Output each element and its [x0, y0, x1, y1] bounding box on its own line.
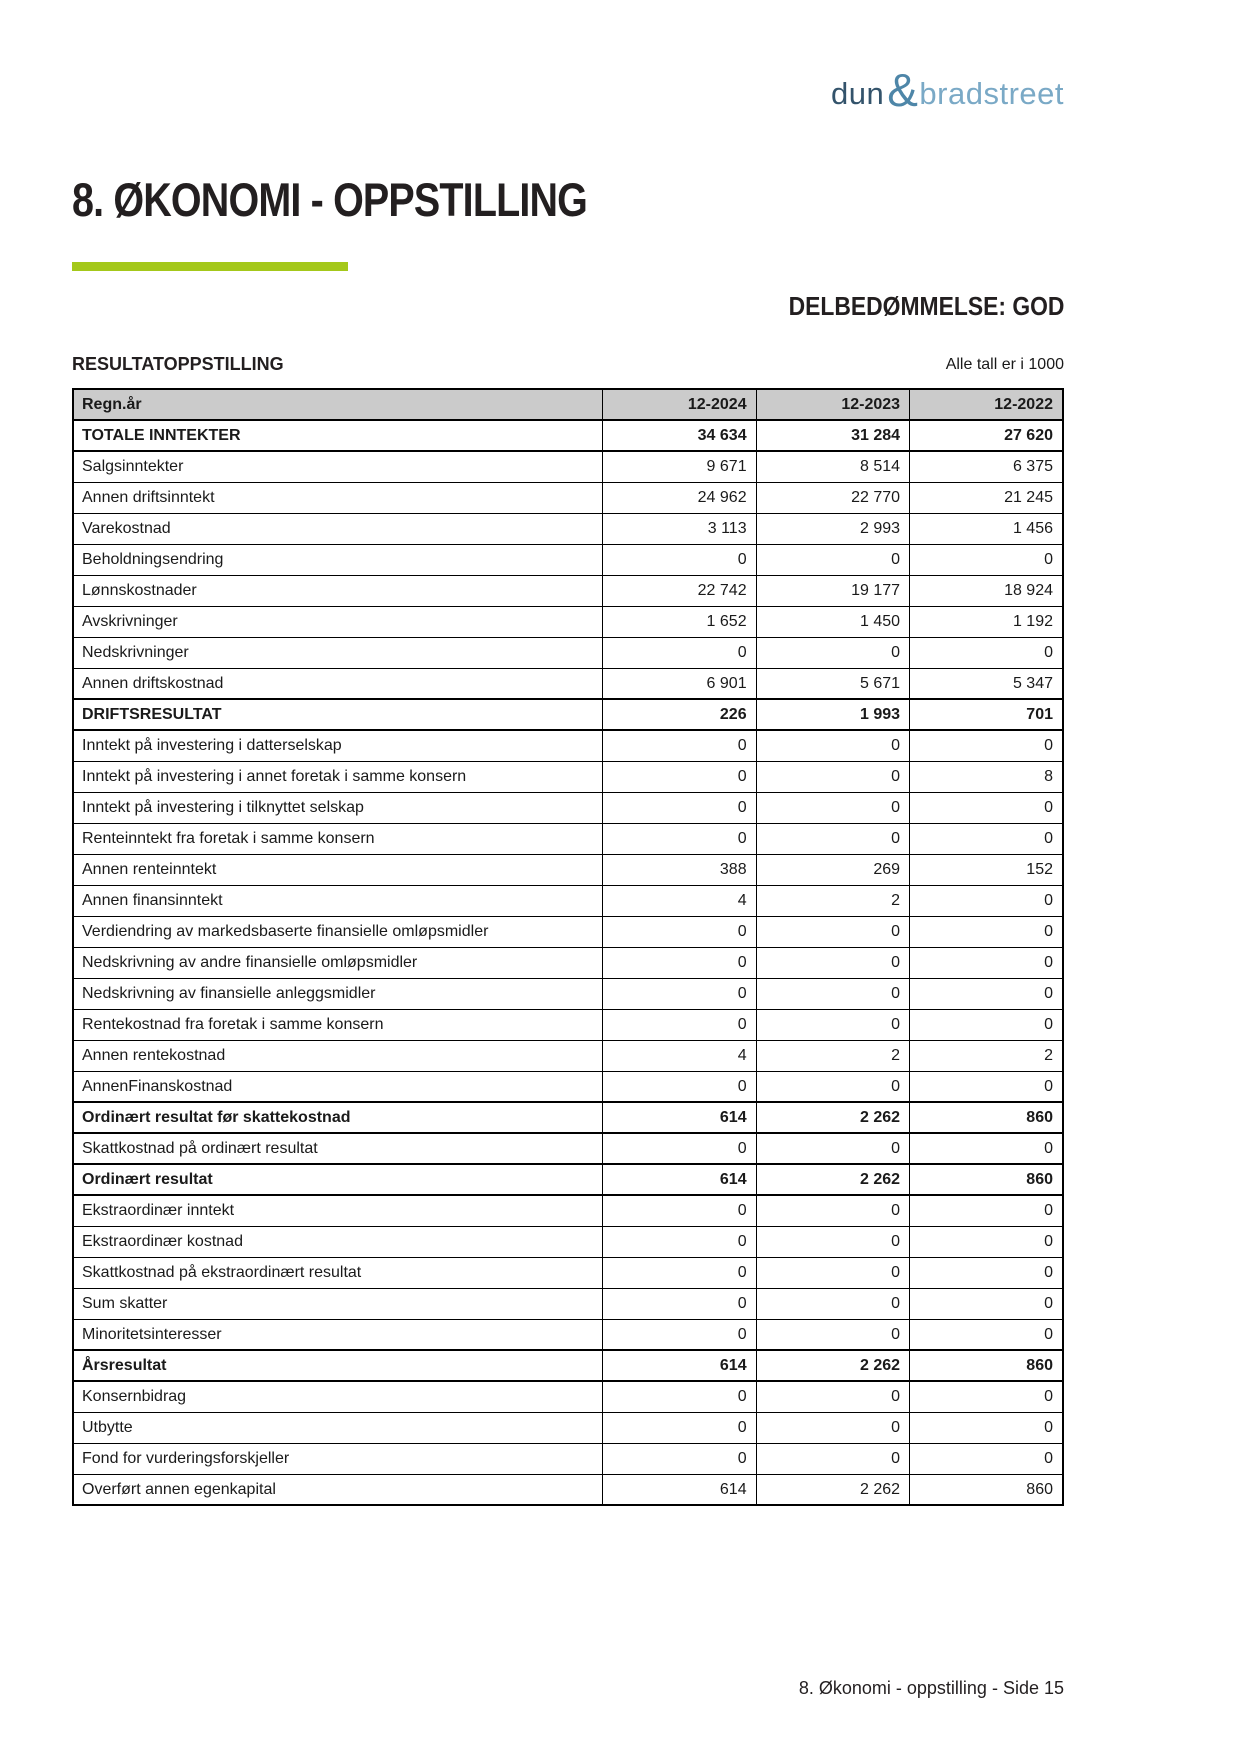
table-row [73, 978, 1063, 1009]
row-value: 860 [910, 1474, 1063, 1505]
table-row [73, 420, 1063, 451]
row-value: 0 [756, 730, 909, 761]
table-row [73, 1257, 1063, 1288]
row-label: Avskrivninger [73, 606, 603, 637]
assessment-heading [751, 291, 1064, 322]
table-row [73, 637, 1063, 668]
row-value: 0 [603, 1381, 756, 1412]
units-note: Alle tall er i 1000 [945, 356, 1064, 373]
row-value: 22 742 [603, 575, 756, 606]
row-value: 0 [910, 730, 1063, 761]
row-value: 5 347 [910, 668, 1063, 699]
row-label: Utbytte [73, 1412, 603, 1443]
row-value: 0 [756, 1412, 909, 1443]
row-value: 0 [603, 1257, 756, 1288]
table-row [73, 513, 1063, 544]
row-label: Nedskrivninger [73, 637, 603, 668]
row-label: Annen finansinntekt [73, 885, 603, 916]
row-label: Minoritetsinteresser [73, 1319, 603, 1350]
row-value: 388 [603, 854, 756, 885]
row-value: 0 [910, 1009, 1063, 1040]
row-value: 0 [910, 1443, 1063, 1474]
row-value: 0 [910, 1319, 1063, 1350]
row-value: 0 [756, 544, 909, 575]
row-value: 0 [910, 823, 1063, 854]
row-label: AnnenFinanskostnad [73, 1071, 603, 1102]
row-value: 860 [910, 1164, 1063, 1195]
table-row [73, 451, 1063, 482]
row-value: 0 [910, 978, 1063, 1009]
row-value: 0 [603, 823, 756, 854]
row-value: 21 245 [910, 482, 1063, 513]
row-value: 0 [756, 637, 909, 668]
title-accent-rule [72, 262, 348, 271]
row-value: 0 [756, 1071, 909, 1102]
row-value: 4 [603, 885, 756, 916]
table-row [73, 1443, 1063, 1474]
row-value: 614 [603, 1164, 756, 1195]
row-label: Salgsinntekter [73, 451, 603, 482]
row-value: 0 [603, 1009, 756, 1040]
table-row [73, 1412, 1063, 1443]
table-row [73, 575, 1063, 606]
row-value: 0 [603, 1195, 756, 1226]
row-value: 0 [910, 1071, 1063, 1102]
row-label: Verdiendring av markedsbaserte finansielle omløpsmidler [73, 916, 603, 947]
table-row [73, 1102, 1063, 1133]
row-value: 0 [756, 1009, 909, 1040]
row-value: 22 770 [756, 482, 909, 513]
table-row [73, 792, 1063, 823]
row-value: 19 177 [756, 575, 909, 606]
row-value: 152 [910, 854, 1063, 885]
page-title-text: 8. ØKONOMI - OPPSTILLING [72, 173, 588, 226]
row-label: Inntekt på investering i tilknyttet selskap [73, 792, 603, 823]
column-header-12-2022: 12-2022 [910, 389, 1063, 420]
table-header-row [73, 389, 1063, 420]
row-value: 0 [910, 1288, 1063, 1319]
row-value: 0 [603, 1412, 756, 1443]
logo-word-dun: dun [831, 76, 885, 111]
row-label: Ordinært resultat [73, 1164, 603, 1195]
row-value: 0 [756, 1133, 909, 1164]
table-row [73, 1319, 1063, 1350]
row-value: 0 [603, 1133, 756, 1164]
row-value: 2 262 [756, 1102, 909, 1133]
row-value: 0 [756, 1288, 909, 1319]
row-value: 0 [910, 885, 1063, 916]
row-label: Skattkostnad på ordinært resultat [73, 1133, 603, 1164]
row-value: 6 375 [910, 451, 1063, 482]
row-value: 8 514 [756, 451, 909, 482]
page-title [72, 172, 685, 227]
row-value: 860 [910, 1350, 1063, 1381]
page-footer: 8. Økonomi - oppstilling - Side 15 [798, 1678, 1064, 1698]
row-value: 0 [756, 1195, 909, 1226]
row-value: 3 113 [603, 513, 756, 544]
row-value: 1 993 [756, 699, 909, 730]
row-label: Inntekt på investering i datterselskap [73, 730, 603, 761]
row-value: 226 [603, 699, 756, 730]
row-label: Ordinært resultat før skattekostnad [73, 1102, 603, 1133]
row-value: 2 262 [756, 1164, 909, 1195]
row-value: 0 [756, 1319, 909, 1350]
row-value: 4 [603, 1040, 756, 1071]
row-value: 2 [756, 1040, 909, 1071]
row-value: 0 [910, 1381, 1063, 1412]
row-value: 0 [910, 1133, 1063, 1164]
row-value: 0 [756, 916, 909, 947]
table-row [73, 699, 1063, 730]
row-value: 0 [910, 916, 1063, 947]
row-value: 0 [603, 1443, 756, 1474]
table-row [73, 854, 1063, 885]
row-label: Rentekostnad fra foretak i samme konsern [73, 1009, 603, 1040]
row-label: Skattkostnad på ekstraordinært resultat [73, 1257, 603, 1288]
table-row [73, 1040, 1063, 1071]
row-value: 0 [756, 823, 909, 854]
row-value: 2 [910, 1040, 1063, 1071]
row-value: 27 620 [910, 420, 1063, 451]
row-label: Annen driftskostnad [73, 668, 603, 699]
row-label: Beholdningsendring [73, 544, 603, 575]
row-value: 0 [603, 792, 756, 823]
row-label: Overført annen egenkapital [73, 1474, 603, 1505]
row-label: TOTALE INNTEKTER [73, 420, 603, 451]
row-value: 0 [910, 544, 1063, 575]
table-row [73, 1350, 1063, 1381]
row-value: 0 [603, 1071, 756, 1102]
row-label: Lønnskostnader [73, 575, 603, 606]
row-value: 9 671 [603, 451, 756, 482]
logo-word-bradstreet: bradstreet [919, 76, 1064, 111]
row-value: 0 [910, 1412, 1063, 1443]
row-value: 0 [910, 1195, 1063, 1226]
row-value: 1 652 [603, 606, 756, 637]
row-value: 614 [603, 1102, 756, 1133]
row-value: 614 [603, 1350, 756, 1381]
row-label: Årsresultat [73, 1350, 603, 1381]
row-value: 0 [603, 947, 756, 978]
row-label: Ekstraordinær inntekt [73, 1195, 603, 1226]
row-value: 0 [910, 947, 1063, 978]
row-label: Renteinntekt fra foretak i samme konsern [73, 823, 603, 854]
row-value: 0 [603, 916, 756, 947]
table-section-title: RESULTATOPPSTILLING [72, 354, 284, 374]
table-row [73, 1381, 1063, 1412]
logo-ampersand-icon: & [887, 64, 919, 116]
table-row [73, 1195, 1063, 1226]
table-row [73, 482, 1063, 513]
column-header-regnaar: Regn.år [73, 389, 603, 420]
row-value: 0 [910, 637, 1063, 668]
row-label: Nedskrivning av andre finansielle omløpsmidler [73, 947, 603, 978]
row-value: 0 [756, 792, 909, 823]
row-label: Varekostnad [73, 513, 603, 544]
table-row [73, 885, 1063, 916]
table-row [73, 947, 1063, 978]
row-value: 31 284 [756, 420, 909, 451]
row-value: 8 [910, 761, 1063, 792]
row-value: 0 [603, 761, 756, 792]
row-value: 0 [756, 947, 909, 978]
row-value: 2 262 [756, 1350, 909, 1381]
row-value: 701 [910, 699, 1063, 730]
table-row [73, 1133, 1063, 1164]
row-value: 0 [756, 761, 909, 792]
table-row [73, 1288, 1063, 1319]
row-label: Fond for vurderingsforskjeller [73, 1443, 603, 1474]
row-label: Inntekt på investering i annet foretak i samme konsern [73, 761, 603, 792]
table-row [73, 1164, 1063, 1195]
row-value: 269 [756, 854, 909, 885]
row-value: 0 [603, 978, 756, 1009]
row-value: 34 634 [603, 420, 756, 451]
row-label: Nedskrivning av finansielle anleggsmidler [73, 978, 603, 1009]
row-value: 0 [603, 1288, 756, 1319]
table-row [73, 730, 1063, 761]
table-row [73, 606, 1063, 637]
row-label: DRIFTSRESULTAT [73, 699, 603, 730]
row-label: Sum skatter [73, 1288, 603, 1319]
column-header-12-2023: 12-2023 [756, 389, 909, 420]
row-value: 0 [756, 1226, 909, 1257]
row-value: 0 [756, 978, 909, 1009]
table-row [73, 544, 1063, 575]
column-header-12-2024: 12-2024 [603, 389, 756, 420]
row-value: 0 [603, 1319, 756, 1350]
row-value: 18 924 [910, 575, 1063, 606]
table-row [73, 1226, 1063, 1257]
table-row [73, 761, 1063, 792]
row-value: 0 [603, 730, 756, 761]
row-value: 5 671 [756, 668, 909, 699]
row-label: Ekstraordinær kostnad [73, 1226, 603, 1257]
row-value: 1 450 [756, 606, 909, 637]
row-value: 0 [603, 1226, 756, 1257]
row-value: 0 [910, 792, 1063, 823]
table-row [73, 823, 1063, 854]
row-value: 2 [756, 885, 909, 916]
row-value: 1 456 [910, 513, 1063, 544]
row-value: 0 [756, 1381, 909, 1412]
row-value: 1 192 [910, 606, 1063, 637]
row-value: 0 [603, 544, 756, 575]
row-value: 614 [603, 1474, 756, 1505]
row-value: 2 262 [756, 1474, 909, 1505]
row-value: 0 [910, 1257, 1063, 1288]
row-value: 0 [910, 1226, 1063, 1257]
row-label: Annen renteinntekt [73, 854, 603, 885]
table-row [73, 1474, 1063, 1505]
row-value: 6 901 [603, 668, 756, 699]
table-row [73, 668, 1063, 699]
dun-and-bradstreet-logo [831, 64, 1064, 116]
table-row [73, 1071, 1063, 1102]
row-label: Annen rentekostnad [73, 1040, 603, 1071]
table-row [73, 916, 1063, 947]
assessment-text: DELBEDØMMELSE: GOD [788, 291, 1064, 321]
table-row [73, 1009, 1063, 1040]
row-value: 860 [910, 1102, 1063, 1133]
row-value: 0 [756, 1443, 909, 1474]
row-value: 0 [603, 637, 756, 668]
row-label: Annen driftsinntekt [73, 482, 603, 513]
row-value: 0 [756, 1257, 909, 1288]
row-value: 24 962 [603, 482, 756, 513]
income-statement-table [72, 388, 1064, 1506]
row-value: 2 993 [756, 513, 909, 544]
row-label: Konsernbidrag [73, 1381, 603, 1412]
